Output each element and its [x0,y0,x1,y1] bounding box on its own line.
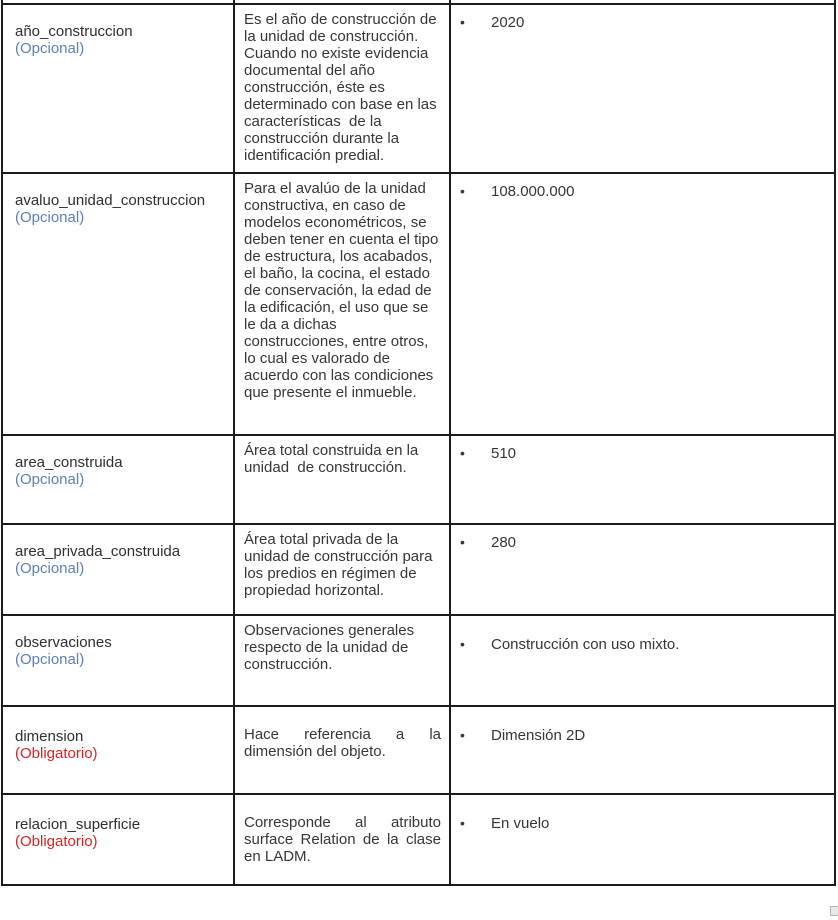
field-name: dimension [15,728,84,745]
field-description: Hace referencia a la dimensión del objeto. [244,726,446,760]
example-value-cell [450,794,835,885]
example-value-cell [450,706,835,794]
field-name-cell [2,4,234,173]
field-description-cell [234,524,450,615]
example-value-line [460,534,826,551]
field-description: Es el año de construcción de la unidad de construcción. Cuando no existe evidencia documental del año construcción, éste es determinado con base en las características de la construcción durante la identificación predial. [244,11,441,164]
field-description-cell [234,435,450,524]
table-row [2,706,835,794]
example-value-cell [450,615,835,706]
bullet-icon: • [460,727,465,743]
field-description: Para el avalúo de la unidad constructiva, en caso de modelos econométricos, se deben tener en cuenta el tipo de estructura, los acabados, el baño, la cocina, el estado de conservación, la edad de la edificación, el uso que se le da a dichas construcciones, entre otros, lo cual es valorado de acuerdo con las condiciones que presente el inmueble. [244,180,443,401]
example-value-line [460,727,826,744]
bullet-icon: • [460,445,465,461]
field-name-cell [2,173,234,435]
field-description-cell [234,706,450,794]
example-value: 108.000.000 [491,183,575,200]
bullet-icon: • [460,636,465,652]
field-description-cell [234,4,450,173]
field-requirement: (Obligatorio) [15,833,98,850]
field-name-cell [2,524,234,615]
field-requirement: (Opcional) [15,651,85,668]
example-value-line [460,445,826,462]
example-value-line [460,183,826,200]
example-value-cell [450,173,835,435]
field-name: area_construida [15,454,123,471]
field-description-cell [234,173,450,435]
example-value-cell [450,4,835,173]
example-value: Dimensión 2D [491,727,586,744]
field-name: avaluo_unidad_construccion [15,192,206,209]
field-description-cell [234,615,450,706]
bullet-icon: • [460,14,465,30]
table-row [2,173,835,435]
attribute-table-wrap [1,0,836,886]
example-value-cell [450,435,835,524]
field-description-cell [234,794,450,885]
field-name: area_privada_construida [15,543,181,560]
field-requirement: (Opcional) [15,471,85,488]
corner-artifact [830,906,838,916]
table-row [2,435,835,524]
example-value-line [460,636,826,653]
field-description: Observaciones generales respecto de la unidad de construcción. [244,622,419,673]
example-value: 280 [491,534,517,551]
bullet-icon: • [460,534,465,550]
field-requirement: (Opcional) [15,209,85,226]
field-name: relacion_superficie [15,816,141,833]
attribute-table [1,0,836,886]
example-value: 2020 [491,14,525,31]
field-description: Área total construida en la unidad de construcción. [244,442,423,476]
field-name: observaciones [15,634,112,651]
field-requirement: (Obligatorio) [15,745,98,762]
example-value-line [460,815,826,832]
table-row [2,4,835,173]
field-description: Corresponde al atributo surface Relation de la clase en LADM. [244,814,446,865]
field-name-cell [2,435,234,524]
bullet-icon: • [460,815,465,831]
field-requirement: (Opcional) [15,560,85,577]
field-name-cell [2,706,234,794]
field-name-cell [2,615,234,706]
field-description: Área total privada de la unidad de construcción para los predios en régimen de propiedad horizontal. [244,531,437,599]
table-row [2,794,835,885]
field-name: año_construccion [15,23,133,40]
table-row [2,524,835,615]
field-requirement: (Opcional) [15,40,85,57]
example-value: Construcción con uso mixto. [491,636,680,653]
example-value-line [460,14,826,31]
example-value-cell [450,524,835,615]
example-value: En vuelo [491,815,550,832]
table-row [2,615,835,706]
bullet-icon: • [460,183,465,199]
example-value: 510 [491,445,517,462]
field-name-cell [2,794,234,885]
